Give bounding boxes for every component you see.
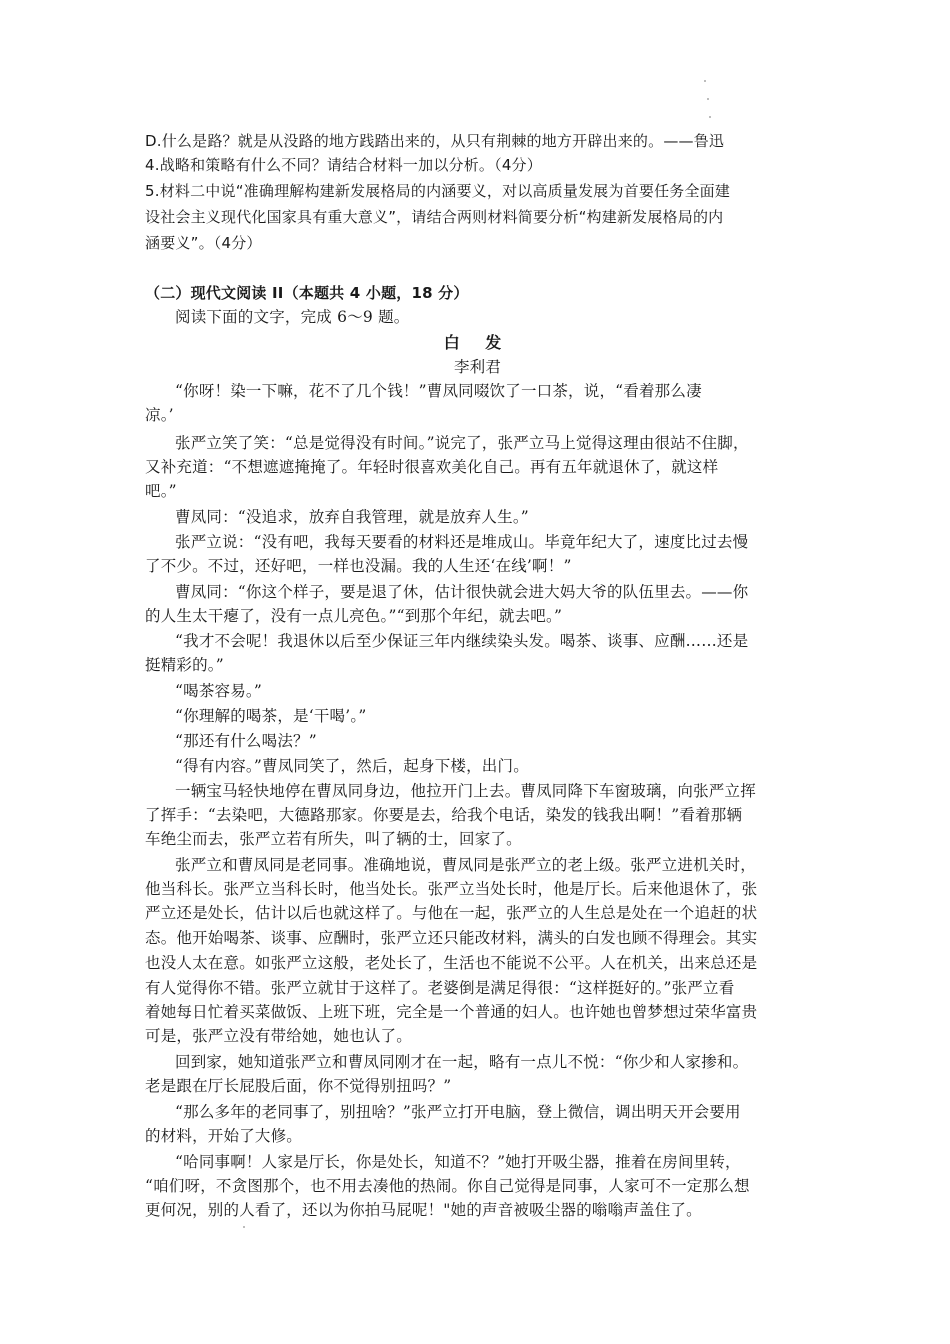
story-line: 车绝尘而去，张严立若有所失，叫了辆的士，回家了。 [145,830,522,848]
question-5-line: 涵要义”。（4分） [145,234,262,252]
story-line: “那么多年的老同事了，别扭啥？”张严立打开电脑，登上微信，调出明天开会要用 [175,1103,741,1121]
story-line: “喝茶容易。” [175,682,262,700]
story-line: 张严立笑了笑：“总是觉得没有时间。”说完了，张严立马上觉得这理由很站不住脚， [175,434,749,452]
story-line: 曹凤同：“你这个样子，要是退了休，估计很快就会进大妈大爷的队伍里去。——你 [175,583,749,601]
story-line: 着她每日忙着买菜做饭、上班下班，完全是一个普通的妇人。也许她也曾梦想过荣华富贵 [145,1003,758,1021]
scan-speck [709,116,711,118]
story-line: 有人觉得你不错。张严立就甘于这样了。老婆倒是满足得很：“这样挺好的。”张严立看 [145,979,735,997]
story-line: 老是跟在厅长屁股后面，你不觉得别扭吗？” [145,1077,452,1095]
story-line: 张严立说：“没有吧，我每天要看的材料还是堆成山。毕竟年纪大了，速度比过去慢 [175,533,749,551]
story-line: 挺精彩的。” [145,656,224,674]
story-line: “那还有什么喝法？” [175,732,317,750]
story-line: “咱们呀，不贪图那个，也不用去凑他的热闹。你自己觉得是同事，人家可不一定那么想 [145,1177,750,1195]
story-line: 吧。” [145,482,177,500]
story-line: 的人生太干瘪了，没有一点儿亮色。”“到那个年纪，就去吧。” [145,607,563,625]
story-line: 可是，张严立没有带给她，她也认了。 [145,1027,412,1045]
question-5-line: 设社会主义现代化国家具有重大意义”，请结合两则材料简要分析“构建新发展格局的内 [145,208,724,226]
story-line: “你呀！染一下嘛，花不了几个钱！”曹凤同啜饮了一口茶，说，“看着那么凄 [175,382,702,400]
story-line: “你理解的喝茶，是‘干喝’。” [175,707,367,725]
question-5-line: 5.材料二中说“准确理解构建新发展格局的内涵要义，对以高质量发展为首要任务全面建 [145,182,731,200]
story-line: 曹凤同：“没追求，放弃自我管理，就是放弃人生。” [175,508,529,526]
story-line: 一辆宝马轻快地停在曹凤同身边，他拉开门上去。曹凤同降下车窗玻璃，向张严立挥 [175,782,756,800]
story-line: 凉。’ [145,406,174,424]
story-author: 李利君 [453,358,502,376]
story-line: 的材料，开始了大修。 [145,1127,303,1145]
scan-speck [704,80,706,82]
scan-speck [243,1226,245,1228]
story-line: 他当科长。张严立当科长时，他当处长。张严立当处长时，他是厅长。后来他退休了，张 [145,880,758,898]
option-d: D.什么是路？就是从没路的地方践踏出来的，从只有荆棘的地方开辟出来的。——鲁迅 [145,132,725,150]
story-line: “得有内容。”曹凤同笑了，然后，起身下楼，出门。 [175,757,529,775]
story-line: 态。他开始喝茶、谈事、应酬时，张严立还只能改材料，满头的白发也顾不得理会。其实 [145,929,758,947]
scan-speck [707,98,709,100]
story-line: 又补充道：“不想遮遮掩掩了。年轻时很喜欢美化自己。再有五年就退休了，就这样 [145,458,719,476]
section-heading: （二）现代文阅读 II（本题共 4 小题，18 分） [145,284,469,302]
story-line: 回到家，她知道张严立和曹凤同刚才在一起，略有一点儿不悦：“你少和人家掺和。 [175,1053,749,1071]
story-line: 了挥手：“去染吧，大德路那家。你要是去，给我个电话，染发的钱我出啊！”看着那辆 [145,806,743,824]
story-line: 严立还是处长，估计以后也就这样了。与他在一起，张严立的人生总是处在一个追赶的状 [145,904,758,922]
story-line: 更何况，别的人看了，还以为你拍马屁呢！"她的声音被吸尘器的嗡嗡声盖住了。 [145,1201,702,1219]
story-line: “哈同事啊！人家是厅长，你是处长，知道不？”她打开吸尘器，推着在房间里转， [175,1153,741,1171]
story-line: 也没人太在意。如张严立这般，老处长了，生活也不能说不公平。人在机关，出来总还是 [145,954,758,972]
story-title: 白 发 [443,333,512,352]
story-line: 张严立和曹凤同是老同事。准确地说，曹凤同是张严立的老上级。张严立进机关时， [175,856,756,874]
story-line: “我才不会呢！我退休以后至少保证三年内继续染头发。喝茶、谈事、应酬……还是 [175,632,749,650]
section-instruction: 阅读下面的文字，完成 6～9 题。 [175,308,410,326]
question-4: 4.战略和策略有什么不同？请结合材料一加以分析。（4分） [145,156,542,174]
story-line: 了不少。不过，还好吧，一样也没漏。我的人生还‘在线’啊！” [145,557,572,575]
